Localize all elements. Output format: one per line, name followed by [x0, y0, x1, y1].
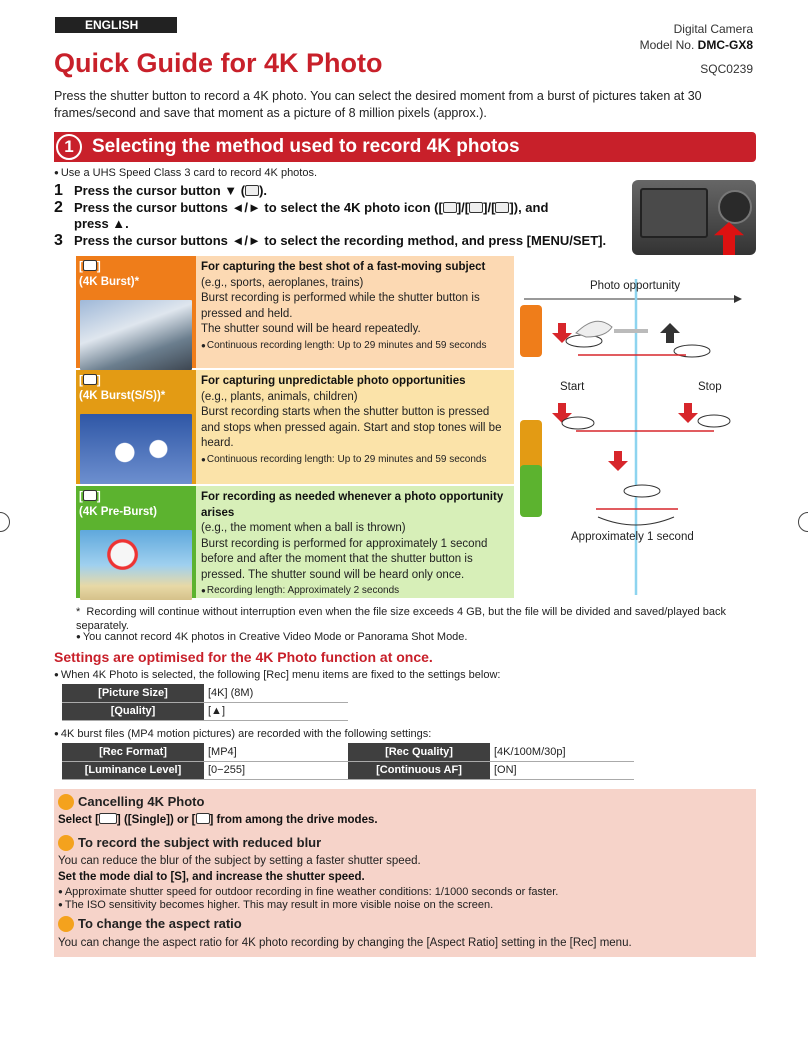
tip-blur-title: [58, 835, 321, 852]
mode-line: The shutter sound will be heard repeatedly.: [201, 323, 421, 335]
footnote-text: Recording will continue without interruption even when the file size exceeds 4 GB, but the file will be divided and saved/played back separately.: [76, 606, 727, 632]
step-text: ]/[: [456, 200, 470, 215]
setting-key: [Rec Format]: [62, 743, 204, 761]
mode-color-cell: [76, 370, 196, 484]
setting-value: [ON]: [490, 761, 634, 779]
bracket: [: [79, 261, 83, 273]
mp4-settings-table: [62, 743, 634, 780]
footnote-cannot: ● You cannot record 4K photos in Creative Video Mode or Panorama Shot Mode.: [76, 631, 467, 643]
mode-label: [79, 260, 139, 290]
table-row: [62, 761, 634, 779]
mode-label: [79, 490, 157, 520]
tip-blur-bullet-2: ● The ISO sensitivity becomes higher. This may result in more visible noise on the screen.: [58, 899, 493, 911]
mode-row-4k-burst: [76, 256, 514, 368]
burst-start-stop: [552, 403, 730, 431]
tip-blur-bullet-1: ● Approximate shutter speed for outdoor recording in fine weather conditions: 1/1000 seconds or faster.: [58, 886, 558, 898]
tip-cancel-title: [58, 794, 204, 811]
tip-text: ] ([Single]) or [: [116, 814, 196, 826]
step-2: [54, 200, 614, 232]
press-arrow-icon: [714, 222, 744, 255]
product-type: Digital Camera: [673, 22, 753, 36]
bracket: ]: [96, 491, 101, 503]
bracket: [: [79, 375, 83, 387]
setting-value: [▲]: [204, 702, 348, 720]
cursor-dial-icon: [718, 190, 752, 224]
mode-line: (e.g., plants, animals, children): [201, 390, 358, 403]
4k-burst-icon: [83, 260, 97, 271]
bracket: ]: [96, 375, 101, 387]
setting-value: [MP4]: [204, 743, 348, 761]
model-number: [640, 38, 753, 52]
star-mark: *: [76, 606, 81, 618]
setting-key: [Picture Size]: [62, 684, 204, 702]
mode-line: Burst recording is performed for approximately 1 second before and after the moment that the shutter button is pressed. The shutter sound will be heard only once.: [201, 537, 488, 581]
registration-mark-left: [0, 512, 10, 532]
tip-aspect-line: You can change the aspect ratio for 4K photo recording by changing the [Aspect Ratio] setting in the [Rec] menu.: [58, 937, 632, 949]
uhs-card-note: ● Use a UHS Speed Class 3 card to record 4K photos.: [54, 167, 317, 179]
beach-ball-photo: [80, 530, 192, 600]
4k-pre-burst-icon: [83, 490, 97, 501]
rec-settings-table: [62, 684, 348, 721]
mode-heading: For capturing the best shot of a fast-moving subject: [201, 261, 486, 273]
diagram-graphics: [518, 255, 758, 595]
camera-back-illustration: [632, 180, 756, 255]
step-text-cont: press ▲.: [74, 216, 129, 231]
table-row: [62, 684, 348, 702]
train-photo: [80, 300, 192, 370]
settings-title: Settings are optimised for the 4K Photo function at once.: [54, 649, 433, 665]
mode-note: ● Continuous recording length: Up to 29 minutes and 59 seconds: [201, 452, 509, 468]
language-badge: ENGLISH: [55, 17, 177, 33]
mode-line: Burst recording starts when the shutter button is pressed and stops when pressed again. Start and stop tones will be heard.: [201, 406, 502, 449]
start-label: Start: [560, 381, 585, 393]
approx-label: Approximately 1 second: [571, 531, 694, 543]
section-title: Selecting the method used to record 4K photos: [92, 136, 520, 157]
step-1: [54, 183, 267, 199]
tip-text: ] from among the drive modes.: [209, 814, 378, 826]
setting-key: [Luminance Level]: [62, 761, 204, 779]
setting-value: [4K] (8M): [204, 684, 348, 702]
4k-burst-icon: [443, 202, 457, 213]
mode-line: (e.g., sports, aeroplanes, trains): [201, 276, 364, 289]
model-name: DMC-GX8: [697, 38, 753, 52]
setting-key: [Rec Quality]: [348, 743, 490, 761]
setting-key: [Continuous AF]: [348, 761, 490, 779]
mode-line: Burst recording is performed while the shutter button is pressed and held.: [201, 292, 480, 320]
model-prefix: Model No.: [639, 38, 695, 52]
table-row: [62, 743, 634, 761]
registration-mark-right: [798, 512, 808, 532]
mode-color-cell: [76, 256, 196, 368]
bracket: [: [79, 491, 83, 503]
mode-note: ● Continuous recording length: Up to 29 minutes and 59 seconds: [201, 338, 509, 354]
mode-heading: For recording as needed whenever a photo opportunity arises: [201, 491, 504, 519]
step-number: 2: [54, 199, 63, 216]
step-number: 1: [54, 182, 63, 199]
single-mode-icon: [99, 813, 117, 824]
mode-description: [196, 486, 514, 598]
footnote-star: [76, 605, 736, 633]
rec-menu-note: ● When 4K Photo is selected, the following [Rec] menu items are fixed to the settings below:: [54, 669, 500, 681]
lightbulb-icon: [58, 916, 74, 932]
step-number: 3: [54, 232, 63, 249]
lightbulb-icon: [58, 835, 74, 851]
stop-label: Stop: [698, 381, 722, 393]
document-code: SQC0239: [700, 62, 753, 76]
section-number: 1: [56, 134, 82, 160]
lightbulb-icon: [58, 794, 74, 810]
4k-pre-burst-icon: [495, 202, 509, 213]
mode-row-4k-pre-burst: [76, 486, 514, 598]
timing-diagram: [518, 255, 758, 595]
tip-aspect-title: [58, 916, 242, 933]
step-text: ]/[: [483, 200, 496, 215]
tip-title-text: To change the aspect ratio: [78, 916, 242, 931]
tips-box: [54, 789, 756, 957]
step-text: ).: [259, 183, 268, 198]
mode-name: (4K Burst)*: [79, 276, 140, 288]
step-text: Press the cursor buttons ◄/► to select the 4K photo icon ([: [74, 200, 443, 215]
setting-value: [0−255]: [204, 761, 348, 779]
mode-description: [196, 370, 514, 484]
mode-name: (4K Burst(S/S))*: [79, 390, 166, 402]
step-text: ]), and: [509, 200, 549, 215]
burst-press-hold: [552, 321, 710, 357]
step-text: Press the cursor button ▼ (: [74, 183, 246, 198]
bracket: ]: [96, 261, 101, 273]
page-title: Quick Guide for 4K Photo: [54, 48, 383, 78]
cranes-photo: [80, 414, 192, 484]
camera-screen: [640, 188, 708, 238]
drive-mode-icon: [245, 185, 259, 196]
4k-burst-ss-icon: [469, 202, 483, 213]
tip-cancel-line: [58, 814, 378, 826]
tip-blur-line: You can reduce the blur of the subject by setting a faster shutter speed.: [58, 855, 421, 867]
tip-blur-bold: Set the mode dial to [S], and increase the shutter speed.: [58, 871, 365, 883]
setting-key: [Quality]: [62, 702, 204, 720]
setting-value: [4K/100M/30p]: [490, 743, 634, 761]
mode-heading: For capturing unpredictable photo opportunities: [201, 375, 466, 387]
step-text: Press the cursor buttons ◄/► to select the recording method, and press [MENU/SET].: [74, 233, 607, 248]
photo-opportunity-label: Photo opportunity: [590, 280, 681, 292]
step-3: [54, 233, 606, 249]
tip-title-text: Cancelling 4K Photo: [78, 794, 205, 809]
table-row: [62, 702, 348, 720]
intro-text: Press the shutter button to record a 4K photo. You can select the desired moment from a burst of pictures taken at 30 frames/second and save that moment as a picture of 8 million pixels (approx.).: [54, 89, 702, 120]
self-timer-icon: [196, 813, 210, 824]
4k-burst-ss-icon: [83, 374, 97, 385]
mode-line: (e.g., the moment when a ball is thrown): [201, 522, 406, 534]
mode-description: [196, 256, 514, 368]
mode-label: [79, 374, 165, 404]
tip-title-text: To record the subject with reduced blur: [78, 835, 322, 850]
mode-row-4k-burst-ss: [76, 370, 514, 484]
mp4-note: ● 4K burst files (MP4 motion pictures) are recorded with the following settings:: [54, 728, 431, 740]
mode-name: (4K Pre-Burst): [79, 506, 157, 518]
mode-color-cell: [76, 486, 196, 598]
tip-text: Select [: [58, 814, 99, 826]
mode-note: ● Recording length: Approximately 2 seconds: [201, 583, 509, 599]
